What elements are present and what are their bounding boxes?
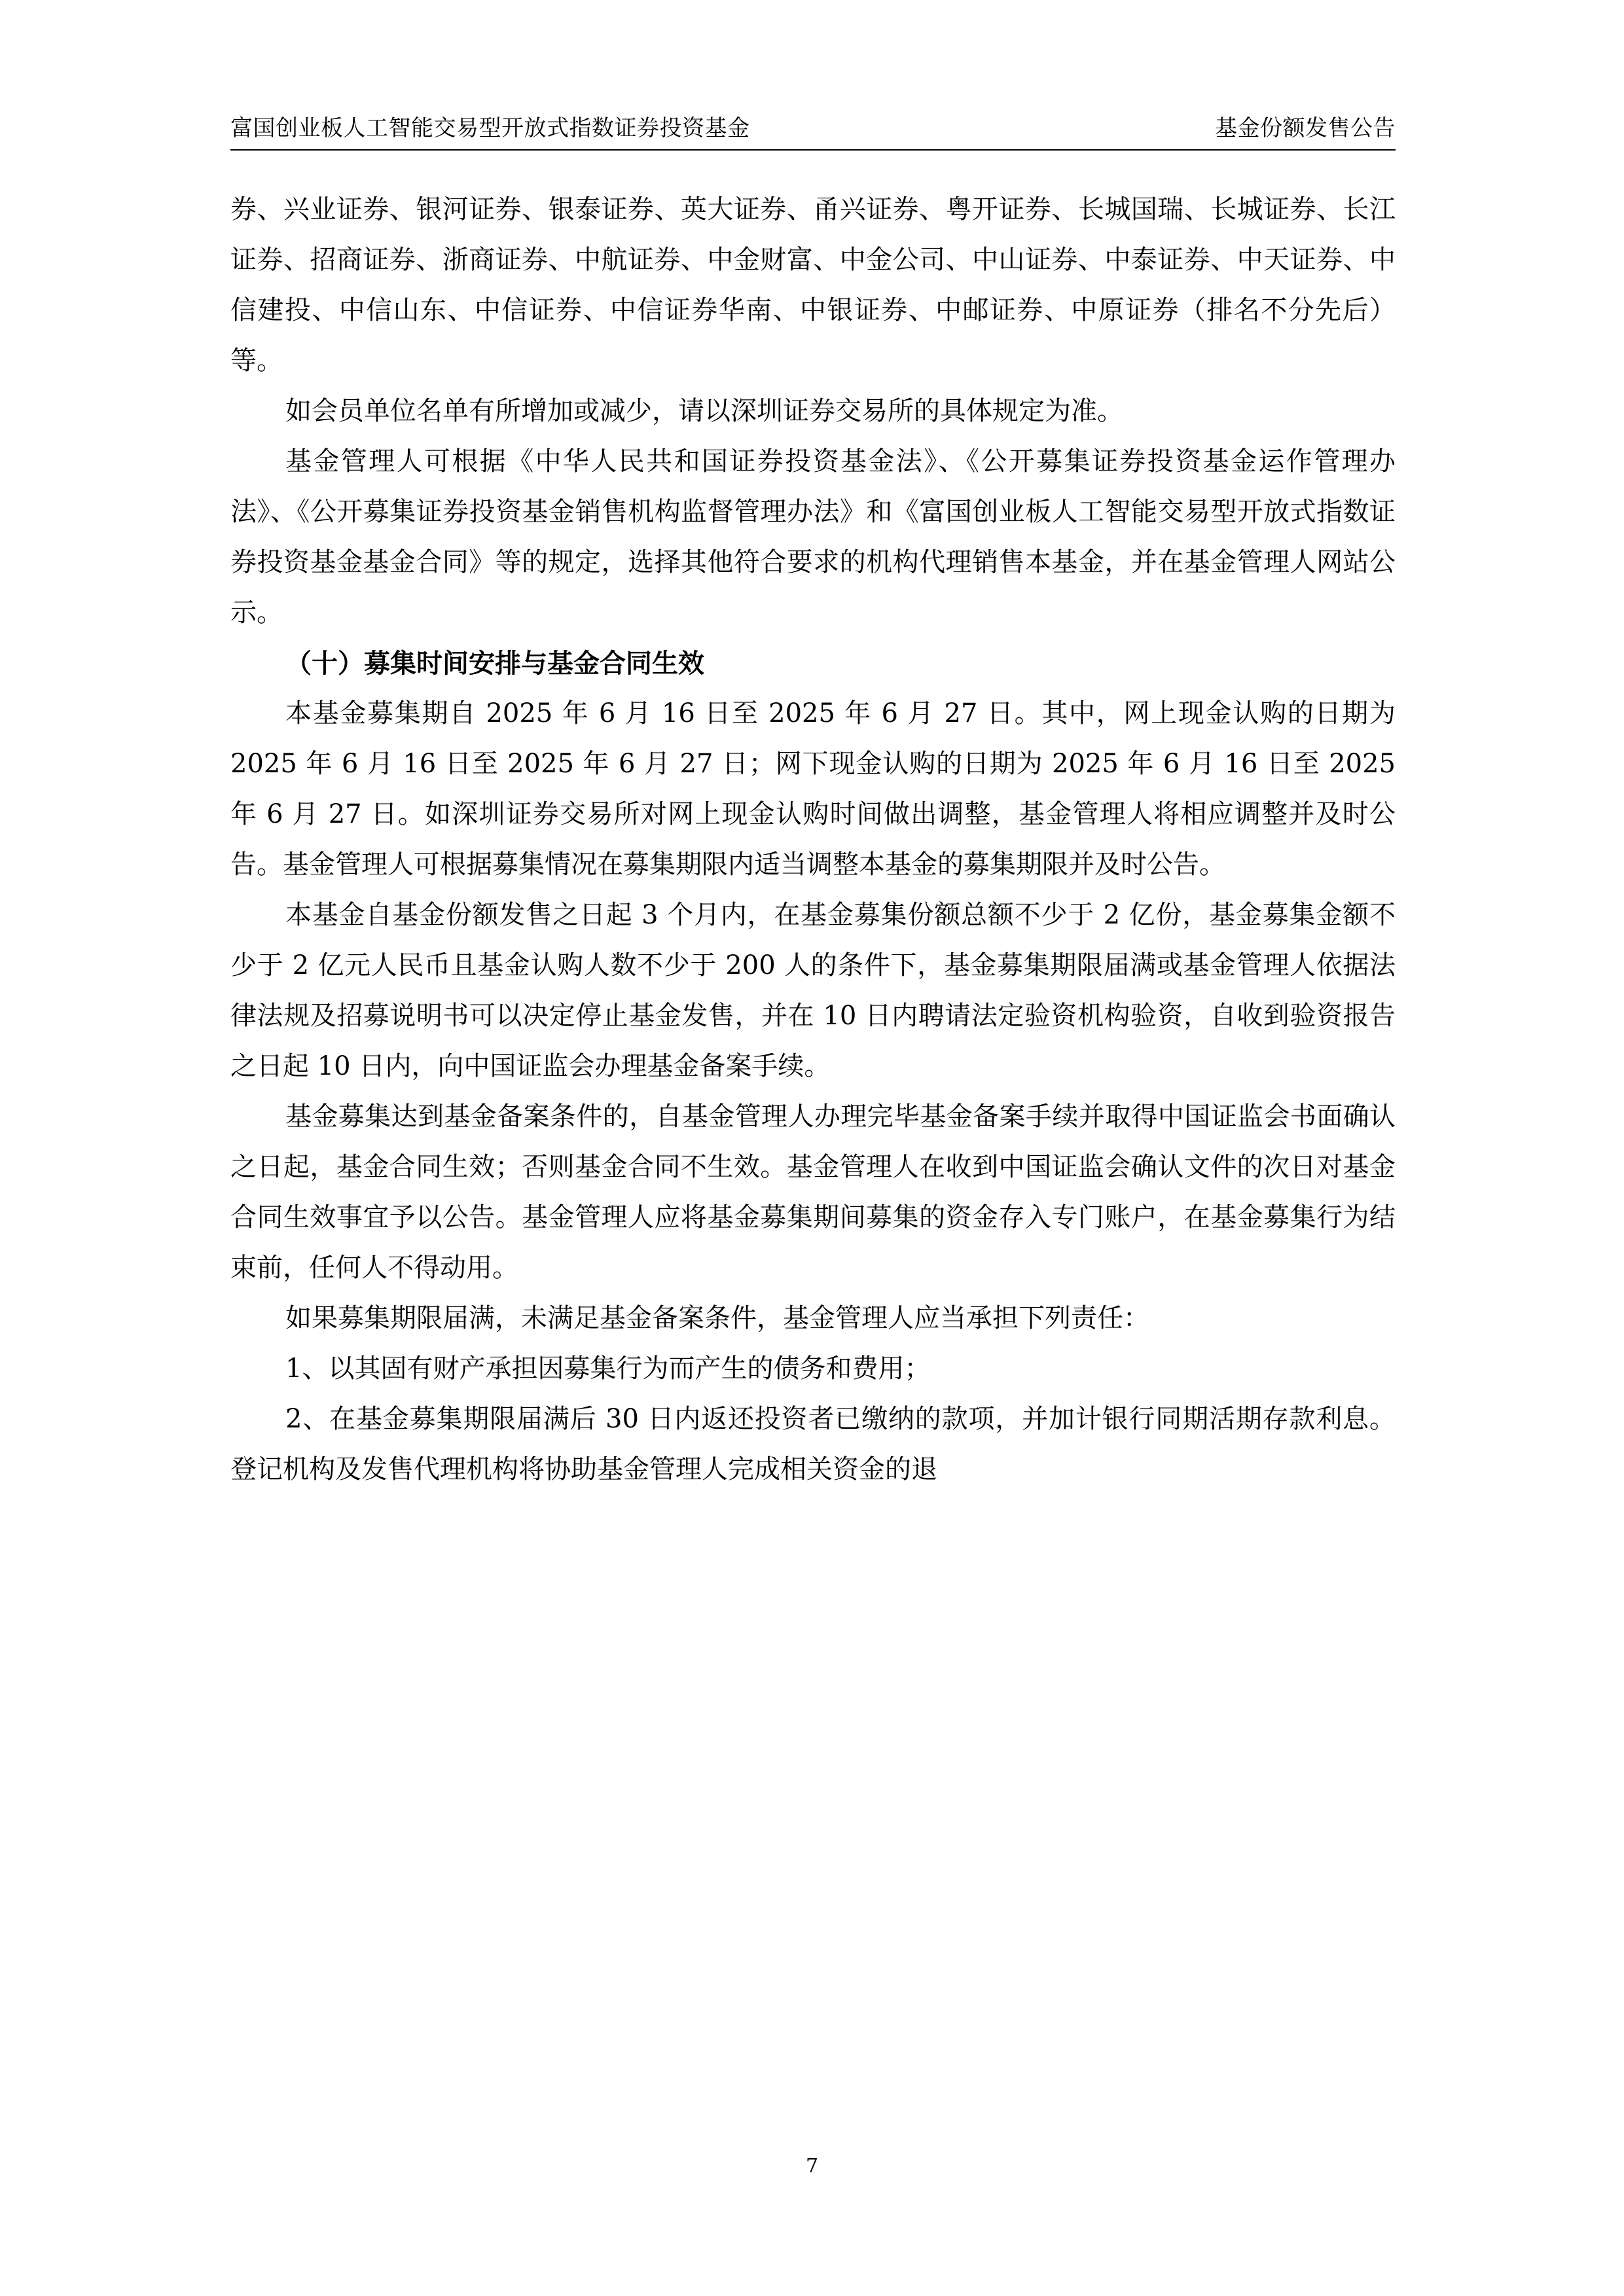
paragraph-member-list-continued: 券、兴业证券、银河证券、银泰证券、英大证券、甬兴证券、粤开证券、长城国瑞、长城证券、长江证券、招商证券、浙商证券、中航证券、中金财富、中金公司、中山证券、中泰证券、中天证券、中信建投、中信山东、中信证券、中信证券华南、中银证券、中邮证券、中原证券（排名不分先后）等。: [230, 194, 1396, 376]
section-heading-10: （十）募集时间安排与基金合同生效: [285, 648, 704, 679]
document-body: [230, 185, 1396, 1495]
paragraph-contract-effective: 基金募集达到基金备案条件的，自基金管理人办理完毕基金备案手续并取得中国证监会书面确认之日起，基金合同生效；否则基金合同不生效。基金管理人在收到中国证监会确认文件的次日对基金合同生效事宜予以公告。基金管理人应将基金募集期间募集的资金存入专门账户，在基金募集行为结束前，任何人不得动用。: [230, 1102, 1396, 1283]
paragraph-failure-liability-2: 2、在基金募集期限届满后 30 日内返还投资者已缴纳的款项，并加计银行同期活期存款利息。登记机构及发售代理机构将协助基金管理人完成相关资金的退: [230, 1404, 1396, 1484]
paragraph-manager-selection: 基金管理人可根据《中华人民共和国证券投资基金法》、《公开募集证券投资基金运作管理办法》、《公开募集证券投资基金销售机构监督管理办法》和《富国创业板人工智能交易型开放式指数证券投资基金基金合同》等的规定，选择其他符合要求的机构代理销售本基金，并在基金管理人网站公示。: [230, 446, 1396, 628]
paragraph-failure-liability-1: 1、以其固有财产承担因募集行为而产生的债务和费用；: [285, 1354, 931, 1384]
paragraph-failure-liability-intro: 如果募集期限届满，未满足基金备案条件，基金管理人应当承担下列责任：: [285, 1303, 1149, 1333]
header-divider: [230, 149, 1396, 151]
page-header: [230, 110, 1396, 142]
paragraph-fundraising-conditions: 本基金自基金份额发售之日起 3 个月内，在基金募集份额总额不少于 2 亿份，基金募集金额不少于 2 亿元人民币且基金认购人数不少于 200 人的条件下，基金募集期限届满或基金管理人依据法律法规及招募说明书可以决定停止基金发售，并在 10 日内聘请法定验资机构验资，自收到验资报告之日起 10 日内，向中国证监会办理基金备案手续。: [230, 900, 1396, 1081]
paragraph-member-change-note: 如会员单位名单有所增加或减少，请以深圳证券交易所的具体规定为准。: [285, 396, 1123, 426]
page-number: 7: [805, 2155, 819, 2178]
header-right-title: 基金份额发售公告: [1215, 115, 1396, 141]
header-left-title: 富国创业板人工智能交易型开放式指数证券投资基金: [230, 115, 750, 141]
paragraph-offering-period: 本基金募集期自 2025 年 6 月 16 日至 2025 年 6 月 27 日。其中，网上现金认购的日期为 2025 年 6 月 16 日至 2025 年 6 月 27 日；网下现金认购的日期为 2025 年 6 月 16 日至 2025 年 6 月 27 日。如深圳证券交易所对网上现金认购时间做出调整，基金管理人将相应调整并及时公告。基金管理人可根据募集情况在募集期限内适当调整本基金的募集期限并及时公告。: [230, 698, 1396, 880]
